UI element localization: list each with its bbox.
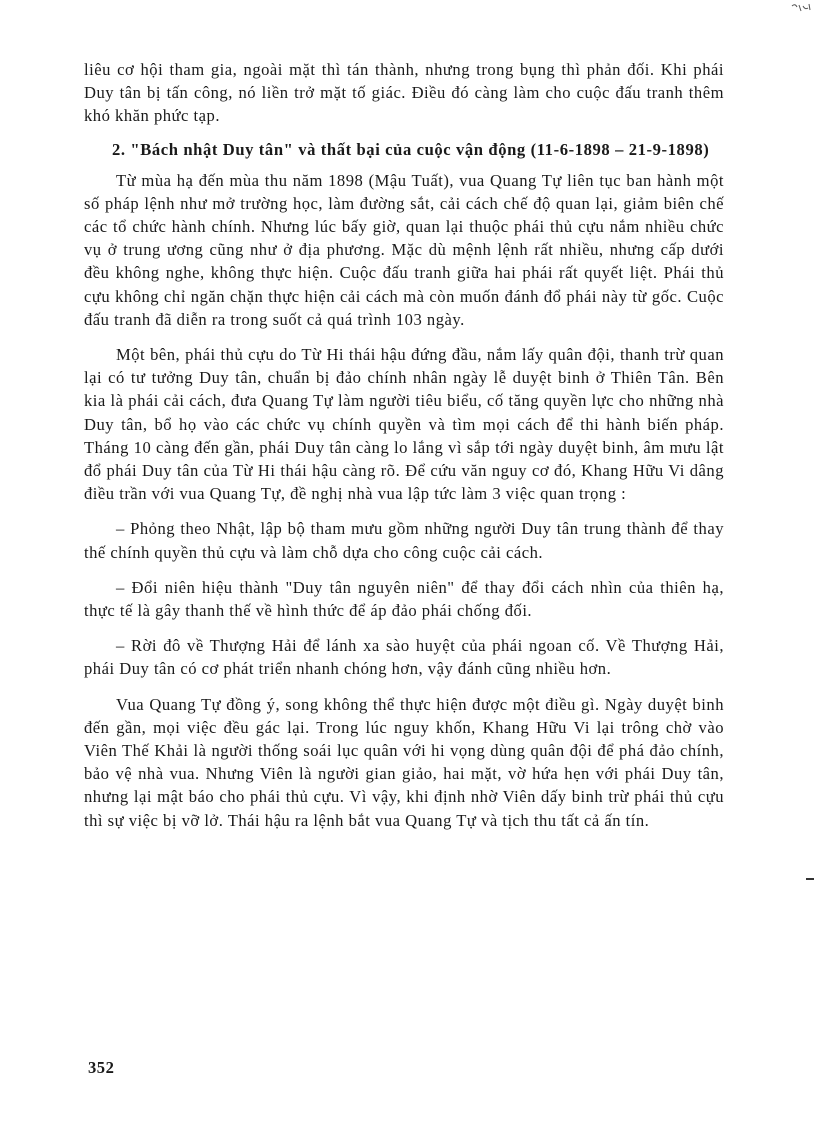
list-item-2: – Đổi niên hiệu thành "Duy tân nguyên niên" để thay đổi cách nhìn của thiên hạ, thực tế là gây thanh thế về hình thức để áp đảo phái chống đối. — [84, 577, 724, 621]
paragraph-3: Vua Quang Tự đồng ý, song không thể thực hiện được một điều gì. Ngày duyệt binh đến gần, mọi việc đều gác lại. Trong lúc nguy khốn, Khang Hữu Vi lại trông chờ vào Viên Thế Khải là người thống soái lục quân với hi vọng dùng quân đội để phá đảo chính, bảo vệ nhà vua. Nhưng Viên là người gian giảo, hai mặt, vờ hứa hẹn với phái Duy tân, nhưng lại mật báo cho phái thủ cựu. Vì vậy, khi định nhờ Viên dấy binh trừ phái thủ cựu thì sự việc bị vỡ lở. Thái hậu ra lệnh bắt vua Quang Tự và tịch thu tất cả ấn tín. — [84, 694, 724, 830]
scan-edge-mark — [806, 878, 814, 880]
document-page — [84, 58, 724, 832]
paragraph-1: Từ mùa hạ đến mùa thu năm 1898 (Mậu Tuất), vua Quang Tự liên tục ban hành một số pháp lệnh như mở trường học, làm đường sắt, cải cách chế độ quan lại, giảm biên chế các tổ chức hành chính. Nhưng lúc bấy giờ, quan lại thuộc phái thủ cựu nắm nhiều chức vụ ở trung ương cũng như ở địa phương. Mặc dù mệnh lệnh rất nhiều, nhưng cấp dưới đều không nghe, không thực hiện. Cuộc đấu tranh giữa hai phái rất quyết liệt. Phái thủ cựu không chỉ ngăn chặn thực hiện cải cách mà còn muốn đánh đổ phái này từ gốc. Cuộc đấu tranh đã diễn ra trong suốt cả quá trình 103 ngày. — [84, 170, 724, 329]
scan-corner-mark — [790, 2, 812, 14]
list-item-1: – Phỏng theo Nhật, lập bộ tham mưu gồm những người Duy tân trung thành để thay thế chính quyền thủ cựu và làm chỗ dựa cho công cuộc cải cách. — [84, 519, 724, 562]
paragraph-2: Một bên, phái thủ cựu do Từ Hi thái hậu đứng đầu, nắm lấy quân đội, thanh trừ quan lại có tư tưởng Duy tân, chuẩn bị đảo chính nhân ngày lễ duyệt binh ở Thiên Tân. Bên kia là phái cải cách, đưa Quang Tự làm người tiêu biểu, cố tăng quyền lực cho những nhà Duy tân, bổ họ vào các chức vụ chính quyền và tìm mọi cách để thi hành biến pháp. Tháng 10 càng đến gần, phái Duy tân càng lo lắng vì sắp tới ngày duyệt binh, âm mưu lật đổ phái Duy tân của Từ Hi thái hậu càng rõ. Để cứu văn nguy cơ đó, Khang Hữu Vi dâng điều trần với vua Quang Tự, đề nghị nhà vua lập tức làm 3 việc quan trọng : — [84, 345, 724, 504]
section-heading: 2. "Bách nhật Duy tân" và thất bại của cuộc vận động (11-6-1898 – 21-9-1898) — [112, 139, 710, 159]
paragraph-continuation: liêu cơ hội tham gia, ngoài mặt thì tán thành, nhưng trong bụng thì phản đối. Khi phái Duy tân bị tấn công, nó liền trở mặt tố giác. Điều đó càng làm cho cuộc đấu tranh thêm khó khăn phức tạp. — [84, 60, 724, 126]
page-number: 352 — [88, 1058, 115, 1077]
list-item-3: – Rời đô về Thượng Hải để lánh xa sào huyệt của phái ngoan cố. Về Thượng Hải, phái Duy tân có cơ phát triển nhanh chóng hơn, vậy đánh cũng nhiều hơn. — [84, 636, 724, 679]
